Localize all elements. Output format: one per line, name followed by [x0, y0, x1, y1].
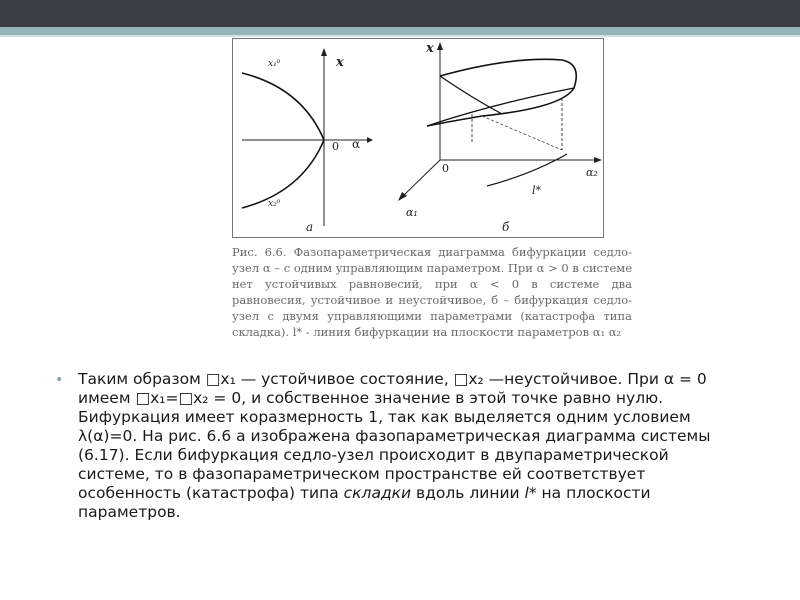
- body-text-lstar: l*: [524, 484, 537, 502]
- surface-lower-sheet: [427, 88, 574, 126]
- label-alpha2: α₂: [586, 166, 598, 179]
- label-x1: x₁⁰: [268, 59, 281, 69]
- figure-6-6: [232, 38, 604, 238]
- body-paragraph: [78, 370, 738, 522]
- panel-label-a: a: [306, 220, 314, 234]
- x-axis-a-arrow: [321, 48, 327, 56]
- body-text-part1: Таким образом □x₁ — устойчивое состояние, □x₂ —неустойчивое. При α = 0 имеем □x₁=□x₂ = 0, и собственное значение в этой точке равно нулю. Бифуркация имеет коразмерность 1, так как выделяется одним условием λ(α)=0. На рис. 6.6 а изображена фазопараметрическая диаграмма системы (6.17). Если бифуркация седло-узел происходит в двупараметрической системе, то в фазопараметрическом пространстве ей соответствует особенность (катастрофа) типа: [78, 370, 711, 502]
- label-alpha1: α₁: [406, 206, 418, 219]
- surface-fold-front: [440, 76, 502, 114]
- label-alpha: α: [352, 137, 361, 151]
- body-text-part3: на плоскости параметров.: [78, 484, 651, 521]
- bifurcation-line-lstar: [487, 154, 567, 186]
- alpha1-axis: [404, 160, 440, 195]
- accent-line: [0, 35, 800, 37]
- figure-frame: [233, 39, 604, 238]
- panel-label-b: б: [502, 220, 510, 234]
- x-axis-b-arrow: [437, 42, 443, 50]
- label-zero-a: 0: [332, 140, 339, 153]
- label-zero-b: 0: [442, 162, 449, 175]
- projection-line-diag: [482, 116, 562, 150]
- label-x-b: x: [426, 41, 434, 56]
- figure-svg: [232, 38, 604, 238]
- figure-caption: Рис. 6.6. Фазопараметрическая диаграмма бифуркации седло-узел α – с одним управляющим параметром. При α > 0 в системе нет устойчивых равновесий, при α < 0 в системе два равновесия, устойчивое и неустойчивое, б – бифуркация седло-узел с двумя управляющими параметрами (катастрофа типа складка). l* - линия бифуркации на плоскости параметров α₁ α₂: [232, 245, 632, 339]
- label-lstar: l*: [532, 184, 542, 197]
- label-x2: x₂⁰: [268, 199, 281, 209]
- bullet-marker: •: [55, 372, 64, 388]
- accent-stripe: [0, 27, 800, 35]
- alpha-axis-arrow: [367, 137, 373, 143]
- label-x-a: x: [336, 55, 344, 70]
- body-text-part2: вдоль линии: [411, 484, 525, 502]
- body-text-emphasis: складки: [343, 484, 412, 502]
- alpha2-axis-arrow: [594, 157, 602, 163]
- title-bar: [0, 0, 800, 27]
